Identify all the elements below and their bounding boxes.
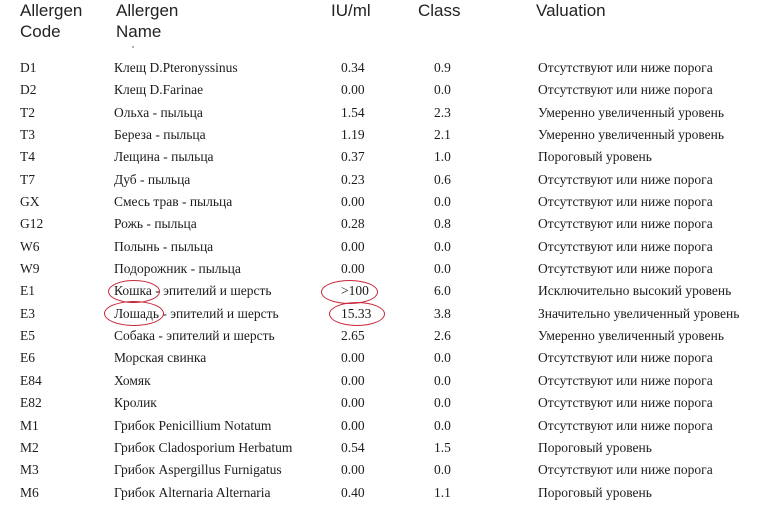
iu-ml-cell: 0.00 — [341, 238, 365, 254]
allergen-code-cell: T3 — [20, 127, 35, 143]
table-row — [0, 125, 770, 147]
allergen-code-cell: E82 — [20, 395, 42, 411]
valuation-cell: Отсутствуют или ниже порога — [538, 171, 713, 187]
valuation-cell: Отсутствуют или ниже порога — [538, 395, 713, 411]
valuation-cell: Значительно увеличенный уровень — [538, 305, 740, 321]
class-cell: 0.8 — [434, 216, 451, 232]
table-row — [0, 348, 770, 370]
iu-ml-cell: 15.33 — [341, 305, 372, 321]
valuation-cell: Отсутствуют или ниже порога — [538, 238, 713, 254]
header-name-line1: Allergen — [116, 1, 179, 20]
table-row — [0, 281, 770, 303]
allergen-code-cell: E5 — [20, 328, 35, 344]
valuation-cell: Отсутствуют или ниже порога — [538, 372, 713, 388]
allergen-name-cell: Подорожник - пыльца — [114, 261, 241, 277]
table-row — [0, 259, 770, 281]
allergen-code-cell: E84 — [20, 372, 42, 388]
allergen-table — [0, 58, 770, 505]
table-row — [0, 192, 770, 214]
iu-ml-cell: 0.00 — [341, 350, 365, 366]
class-cell: 0.0 — [434, 194, 451, 210]
allergen-code-cell: M1 — [20, 417, 39, 433]
valuation-cell: Отсутствуют или ниже порога — [538, 350, 713, 366]
allergen-name-cell: Грибок Cladosporium Herbatum — [114, 439, 293, 455]
iu-ml-cell: 0.23 — [341, 171, 365, 187]
allergen-name-cell: Лошадь - эпителий и шерсть — [114, 305, 279, 321]
class-cell: 0.9 — [434, 60, 451, 75]
allergen-name-cell: Кошка - эпителий и шерсть — [114, 283, 272, 299]
iu-ml-cell: 0.00 — [341, 82, 365, 98]
valuation-cell: Умеренно увеличенный уровень — [538, 127, 725, 143]
class-cell: 0.0 — [434, 238, 451, 254]
header-allergen-code — [20, 0, 82, 42]
class-cell: 0.0 — [434, 372, 451, 388]
iu-ml-cell: 0.00 — [341, 372, 365, 388]
allergen-code-cell: M6 — [20, 484, 39, 500]
header-valuation: Valuation — [536, 1, 606, 20]
allergen-name-cell: Грибок Alternaria Alternaria — [114, 484, 271, 500]
allergen-name-cell: Береза - пыльца — [114, 127, 206, 143]
allergen-name-cell: Морская свинка — [114, 350, 207, 366]
allergen-code-cell: W9 — [20, 261, 40, 277]
allergen-code-cell: G12 — [20, 216, 44, 232]
valuation-cell: Отсутствуют или ниже порога — [538, 60, 713, 75]
class-cell: 2.1 — [434, 127, 451, 143]
iu-ml-cell: 0.00 — [341, 194, 365, 210]
table-row — [0, 304, 770, 326]
allergen-name-cell: Лещина - пыльца — [114, 149, 214, 165]
iu-ml-cell: 1.19 — [341, 127, 365, 143]
class-cell: 0.6 — [434, 171, 451, 187]
table-row — [0, 170, 770, 192]
iu-ml-cell: 0.54 — [341, 439, 365, 455]
allergen-code-cell: E6 — [20, 350, 35, 366]
header-iu-ml: IU/ml — [331, 1, 371, 20]
class-cell: 0.0 — [434, 350, 451, 366]
class-cell: 6.0 — [434, 283, 451, 299]
allergen-code-cell: T7 — [20, 171, 35, 187]
iu-ml-cell: 0.00 — [341, 417, 365, 433]
class-cell: 0.0 — [434, 462, 451, 478]
table-row — [0, 460, 770, 482]
iu-ml-cell: 0.34 — [341, 60, 365, 75]
allergen-name-cell: Собака - эпителий и шерсть — [114, 328, 275, 344]
table-row — [0, 371, 770, 393]
allergen-name-cell: Смесь трав - пыльца — [114, 194, 233, 210]
table-row — [0, 438, 770, 460]
class-cell: 2.3 — [434, 104, 451, 120]
allergen-name-cell: Полынь - пыльца — [114, 238, 214, 254]
class-cell: 2.6 — [434, 328, 451, 344]
iu-ml-cell: 0.28 — [341, 216, 365, 232]
allergen-name-cell: Грибок Aspergillus Furnigatus — [114, 462, 282, 478]
class-cell: 0.0 — [434, 417, 451, 433]
valuation-cell: Отсутствуют или ниже порога — [538, 261, 713, 277]
allergen-name-cell: Кролик — [114, 395, 157, 411]
iu-ml-cell: 0.40 — [341, 484, 365, 500]
iu-ml-cell: 2.65 — [341, 328, 365, 344]
table-row — [0, 147, 770, 169]
valuation-cell: Отсутствуют или ниже порога — [538, 216, 713, 232]
class-cell: 0.0 — [434, 395, 451, 411]
valuation-cell: Отсутствуют или ниже порога — [538, 462, 713, 478]
table-row — [0, 80, 770, 102]
allergen-code-cell: GX — [20, 194, 40, 210]
table-row — [0, 237, 770, 259]
class-cell: 1.5 — [434, 439, 451, 455]
iu-ml-cell: 0.00 — [341, 261, 365, 277]
table-row — [0, 103, 770, 125]
class-cell: 1.0 — [434, 149, 451, 165]
iu-ml-cell: 0.00 — [341, 395, 365, 411]
header-class: Class — [418, 1, 461, 20]
iu-ml-cell: 0.37 — [341, 149, 365, 165]
allergen-name-cell: Клещ D.Pteronyssinus — [114, 60, 238, 75]
table-row — [0, 416, 770, 438]
class-cell: 0.0 — [434, 82, 451, 98]
valuation-cell: Пороговый уровень — [538, 439, 652, 455]
allergen-code-cell: M2 — [20, 439, 39, 455]
valuation-cell: Пороговый уровень — [538, 484, 652, 500]
valuation-cell: Отсутствуют или ниже порога — [538, 82, 713, 98]
class-cell: 1.1 — [434, 484, 451, 500]
table-row — [0, 58, 770, 80]
allergen-code-cell: T2 — [20, 104, 35, 120]
valuation-cell: Пороговый уровень — [538, 149, 652, 165]
valuation-cell: Отсутствуют или ниже порога — [538, 417, 713, 433]
allergen-code-cell: D1 — [20, 60, 37, 75]
header-name-line2: Name — [116, 22, 162, 41]
table-row — [0, 214, 770, 236]
iu-ml-cell: 0.00 — [341, 462, 365, 478]
allergen-name-cell: Дуб - пыльца — [114, 171, 191, 187]
allergen-name-cell: Хомяк — [114, 372, 151, 388]
allergen-name-cell: Клещ D.Farinae — [114, 82, 204, 98]
table-row — [0, 483, 770, 505]
allergen-code-cell: D2 — [20, 82, 37, 98]
class-cell: 3.8 — [434, 305, 451, 321]
allergen-name-cell: Рожь - пыльца — [114, 216, 197, 232]
allergen-code-cell: E3 — [20, 305, 35, 321]
scan-speck — [132, 46, 134, 48]
header-allergen-name — [116, 0, 178, 42]
valuation-cell: Отсутствуют или ниже порога — [538, 194, 713, 210]
table-row — [0, 326, 770, 348]
iu-ml-cell: >100 — [341, 283, 369, 299]
allergen-code-cell: T4 — [20, 149, 35, 165]
allergen-code-cell: M3 — [20, 462, 39, 478]
table-row — [0, 393, 770, 415]
valuation-cell: Исключительно высокий уровень — [538, 283, 732, 299]
allergen-code-cell: E1 — [20, 283, 35, 299]
allergen-name-cell: Ольха - пыльца — [114, 104, 203, 120]
header-code-line2: Code — [20, 22, 61, 41]
valuation-cell: Умеренно увеличенный уровень — [538, 104, 725, 120]
class-cell: 0.0 — [434, 261, 451, 277]
allergen-name-cell: Грибок Penicillium Notatum — [114, 417, 272, 433]
allergen-code-cell: W6 — [20, 238, 40, 254]
valuation-cell: Умеренно увеличенный уровень — [538, 328, 725, 344]
header-code-line1: Allergen — [20, 1, 83, 20]
iu-ml-cell: 1.54 — [341, 104, 365, 120]
